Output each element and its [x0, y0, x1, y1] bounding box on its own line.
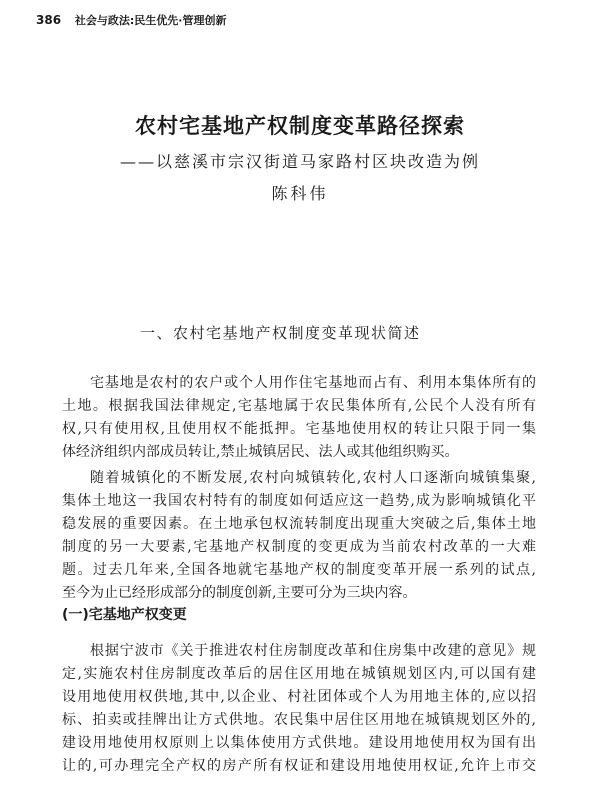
paragraph-line: 权,只有使用权,且使用权不能抵押。宅基地使用权的转让只限于同一集 — [62, 421, 536, 437]
paragraph-line: 集体土地这一我国农村特有的制度如何适应这一趋势,成为影响城镇化平 — [62, 493, 536, 509]
article-author: 陈科伟 — [271, 184, 329, 203]
paragraph-line: 标、拍卖或挂牌出让方式供地。农民集中居住区用地在城镇规划区外的, — [62, 712, 536, 728]
paragraph-line: 至今为止已经形成部分的制度创新,主要可分为三块内容。 — [62, 585, 417, 601]
section-heading: 一、农村宅基地产权制度变革现状简述 — [140, 324, 421, 342]
paragraph-line: 建设用地使用权原则上以集体使用方式供地。建设用地使用权为国有出 — [62, 735, 536, 751]
page-number: 386 — [36, 13, 62, 27]
paragraph-line: 让的,可办理完全产权的房产所有权证和建设用地使用权证,允许上市交 — [62, 758, 536, 774]
paragraph-line: 定,实施农村住房制度改革后的居住区用地在城镇规划区内,可以国有建 — [62, 666, 536, 682]
running-head — [36, 12, 226, 28]
paragraph-line: 宅基地是农村的农户或个人用作住宅基地而占有、利用本集体所有的 — [90, 375, 536, 391]
paragraph-line: 稳发展的重要因素。在土地承包权流转制度出现重大突破之后,集体土地 — [62, 516, 536, 532]
paragraph-line: 设用地使用权供地,其中,以企业、村社团体或个人为用地主体的,应以招 — [62, 689, 536, 705]
paragraph-line: 制度的另一大要素,宅基地产权制度的变更成为当前农村改革的一大难 — [62, 539, 536, 555]
subsection-heading: (一)宅基地产权变更 — [62, 607, 187, 623]
paragraph-line: 体经济组织内部成员转让,禁止城镇居民、法人或其他组织购买。 — [62, 444, 459, 460]
paragraph-line: 土地。根据我国法律规定,宅基地属于农民集体所有,公民个人没有所有 — [62, 398, 536, 414]
article-title: 农村宅基地产权制度变革路径探索 — [135, 114, 465, 138]
journal-title: 社会与政法:民生优先·管理创新 — [74, 14, 227, 27]
article-subtitle: ——以慈溪市宗汉街道马家路村区块改造为例 — [119, 152, 480, 171]
paragraph-line: 随着城镇化的不断发展,农村向城镇转化,农村人口逐渐向城镇集聚, — [90, 470, 536, 486]
paragraph-line: 题。过去几年来,全国各地就宅基地产权的制度变革开展一系列的试点, — [62, 562, 536, 578]
paragraph-line: 根据宁波市《关于推进农村住房制度改革和住房集中改建的意见》规 — [90, 643, 536, 659]
